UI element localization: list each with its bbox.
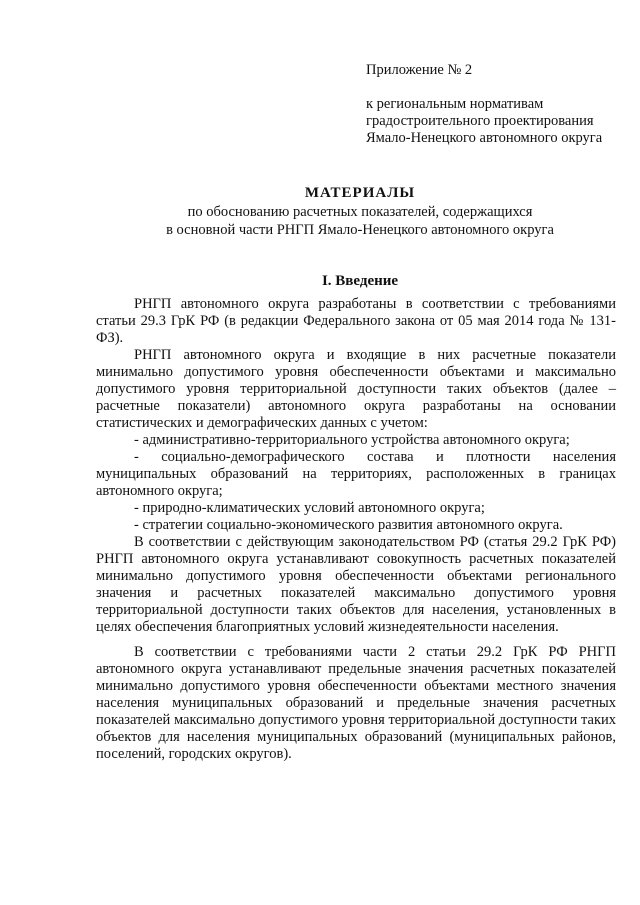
list-item: - административно-территориального устройства автономного округа; <box>134 432 570 448</box>
list-item: - социально-демографического состава и плотности населения муниципальных образований на территориях, расположенных в границах автономного округа; <box>96 449 616 499</box>
paragraph: В соответствии с действующим законодательством РФ (статья 29.2 ГрК РФ) РНГП автономного округа устанавливают совокупность расчетных показателей минимально допустимого уровня обеспеченности объектами регионального значения и расчетных показателей максимально допустимого уровня территориальной доступности таких объектов для населения, установленных в целях обеспечения благоприятных условий жизнедеятельности населения. <box>96 534 616 635</box>
appendix-line-2: градостроительного проектирования <box>366 113 594 129</box>
paragraph: РНГП автономного округа разработаны в соответствии с требованиями статьи 29.3 ГрК РФ (в редакции Федерального закона от 05 мая 2014 года № 131-ФЗ). <box>96 296 616 346</box>
document-title: МАТЕРИАЛЫ <box>304 185 416 201</box>
document-body <box>96 296 616 763</box>
appendix-line-3: Ямало-Ненецкого автономного округа <box>366 130 603 146</box>
list-item: - стратегии социально-экономического развития автономного округа. <box>134 517 563 533</box>
appendix-block <box>366 62 626 147</box>
paragraph: РНГП автономного округа и входящие в них расчетные показатели минимально допустимого уровня обеспеченности объектами и максимально допустимого уровня территориальной доступности таких объектов (далее – расчетные показатели) автономного округа разработаны на основании статистических и демографических данных с учетом: <box>96 347 616 431</box>
document-subtitle-line-2: в основной части РНГП Ямало-Ненецкого автономного округа <box>166 222 554 238</box>
document-heading <box>60 184 640 239</box>
appendix-line-1: к региональным нормативам <box>366 96 544 112</box>
list-item: - природно-климатических условий автономного округа; <box>134 500 485 516</box>
section-title: I. Введение <box>321 273 399 289</box>
appendix-number: Приложение № 2 <box>366 62 473 78</box>
paragraph: В соответствии с требованиями части 2 статьи 29.2 ГрК РФ РНГП автономного округа устанавливают предельные значения расчетных показателей минимально допустимого уровня обеспеченности объектами местного значения населения муниципальных образований и предельные значения расчетных показателей максимально допустимого уровня территориальной доступности таких объектов для населения муниципальных образований (муниципальных районов, поселений, городских округов). <box>96 644 616 762</box>
document-subtitle-line-1: по обоснованию расчетных показателей, содержащихся <box>187 204 533 220</box>
